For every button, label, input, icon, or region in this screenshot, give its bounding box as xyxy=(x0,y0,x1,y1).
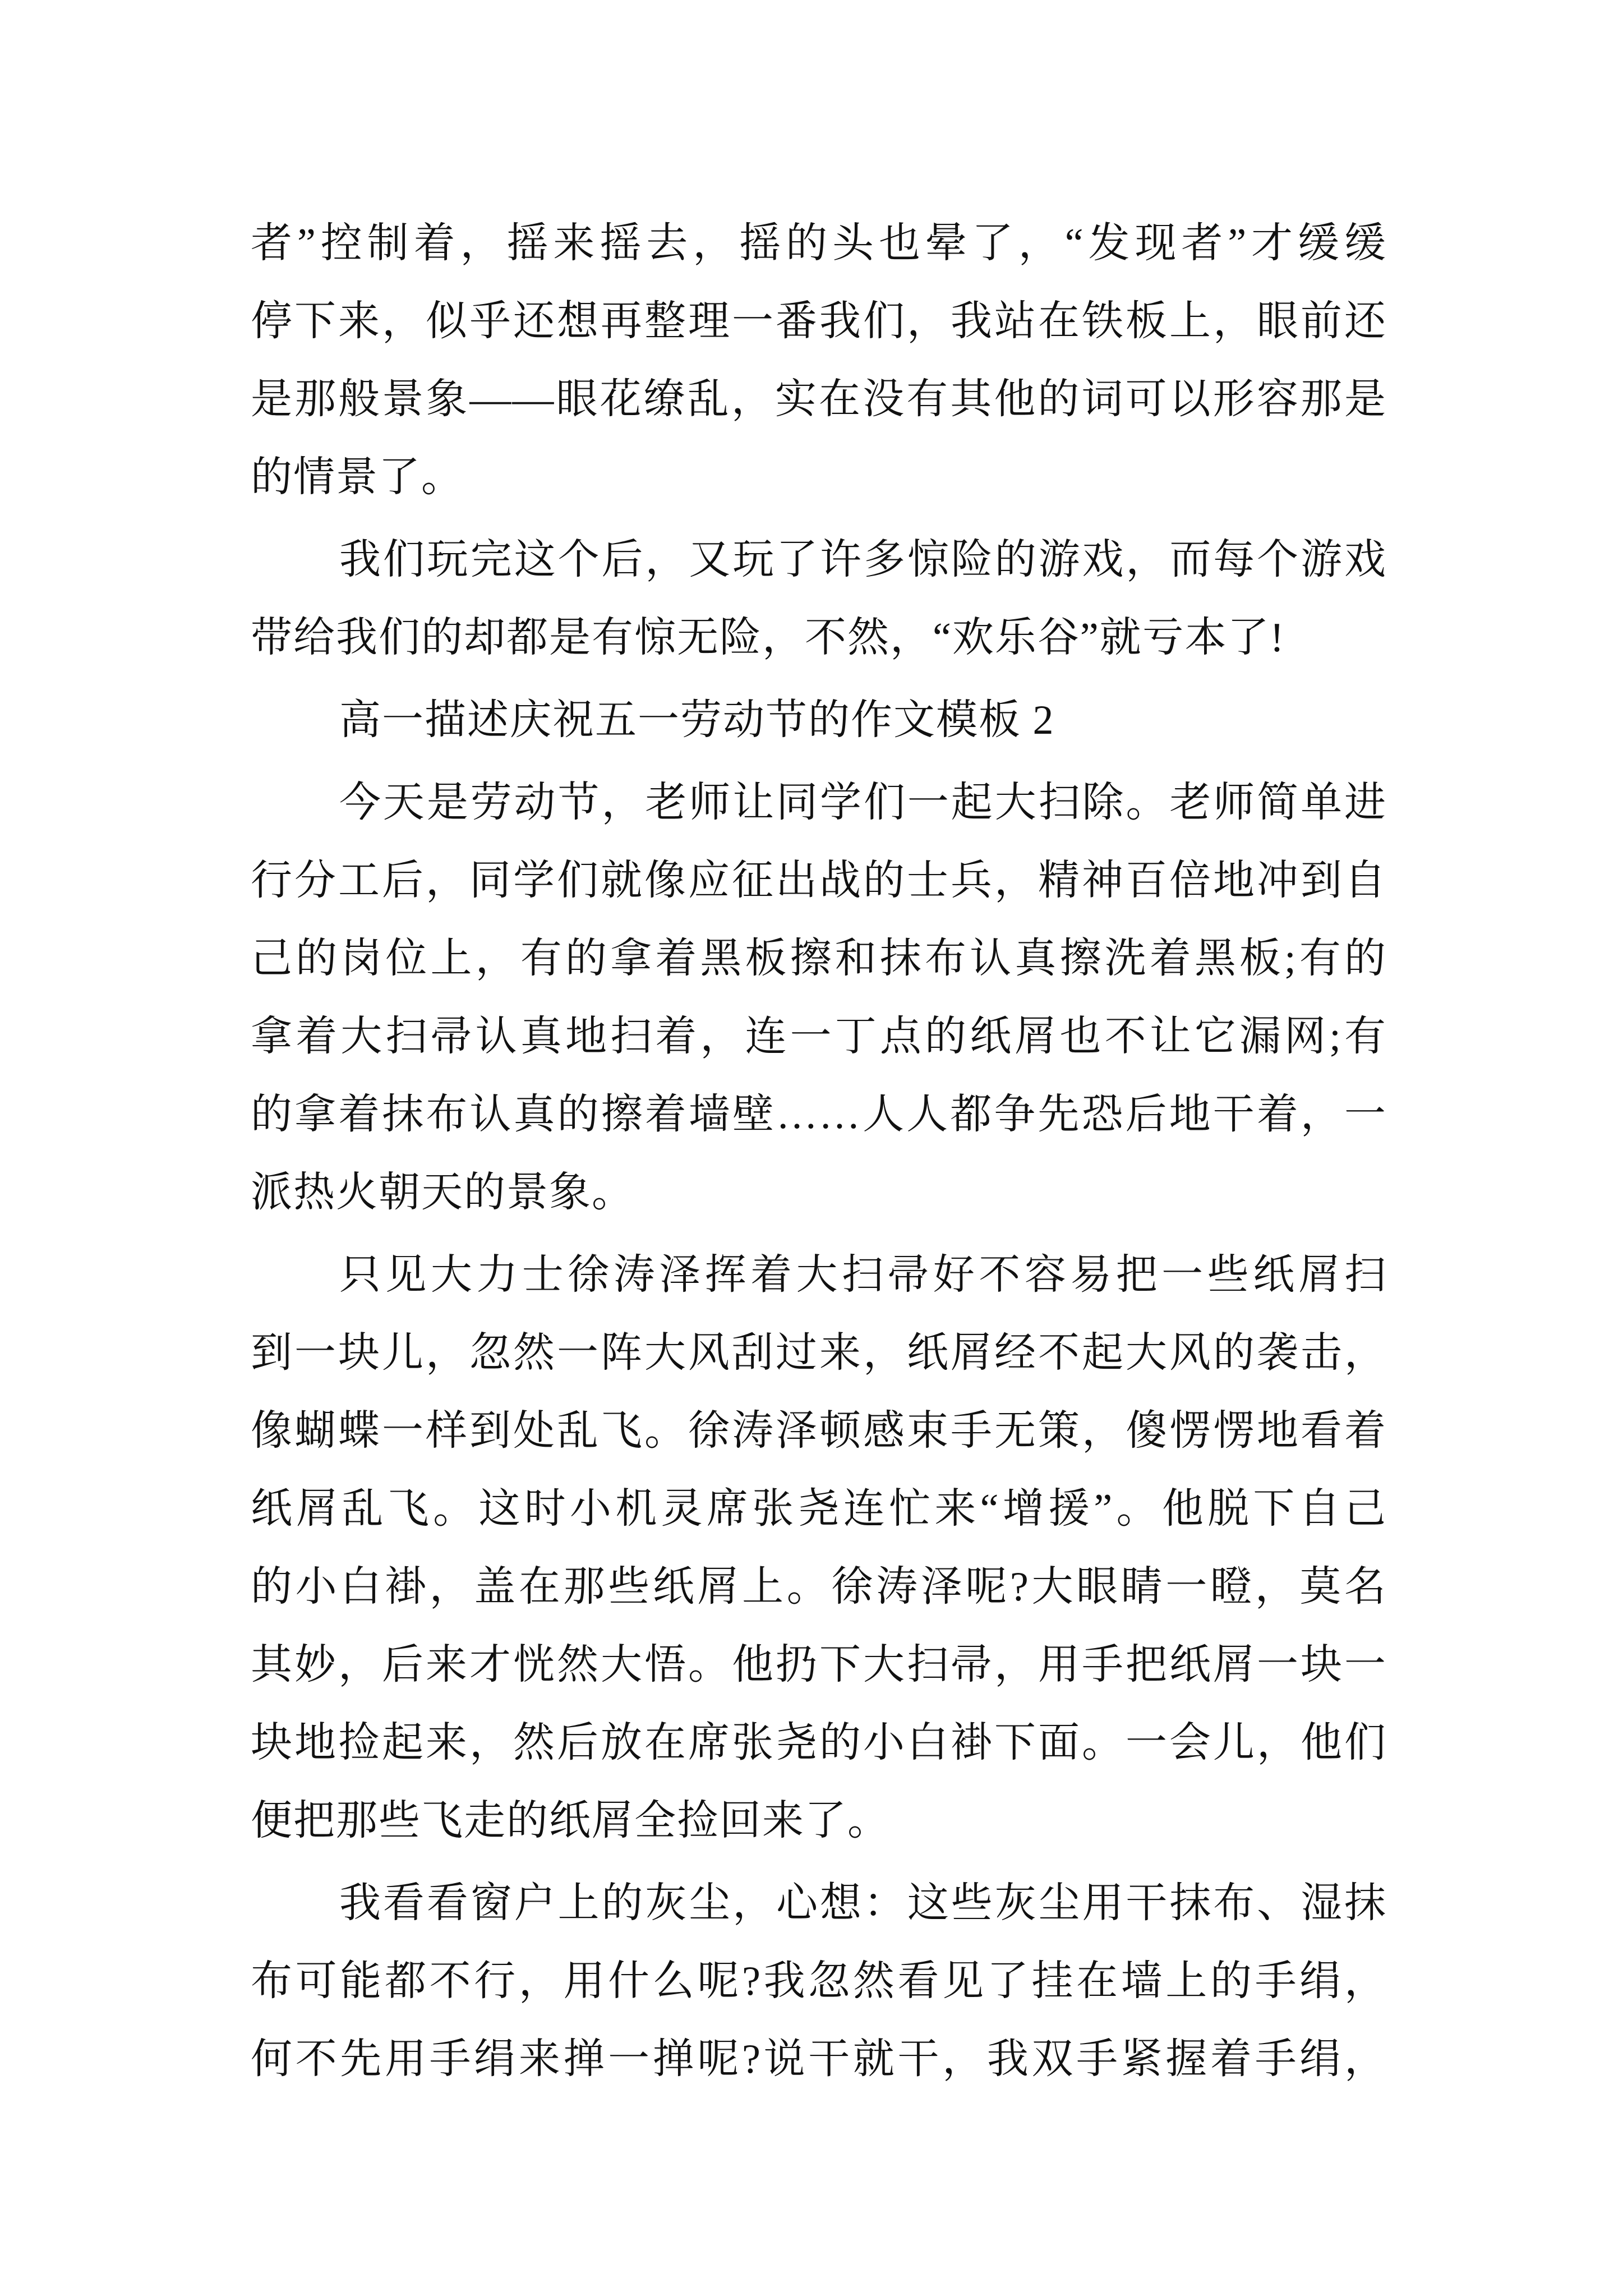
paragraph-continued xyxy=(251,205,1387,517)
text-line: 便把那些飞走的纸屑全捡回来了。 xyxy=(251,1798,890,1844)
text-line: 到一块儿，忽然一阵大风刮过来，纸屑经不起大风的袭击， xyxy=(251,1330,1387,1376)
section-heading-text: 高一描述庆祝五一劳动节的作文模板 2 xyxy=(339,697,1055,743)
text-line: 其妙，后来才恍然大悟。他扔下大扫帚，用手把纸屑一块一 xyxy=(251,1642,1387,1688)
text-line: 块地捡起来，然后放在席张尧的小白褂下面。一会儿，他们 xyxy=(251,1720,1387,1766)
text-line: 的小白褂，盖在那些纸屑上。徐涛泽呢?大眼睛一瞪，莫名 xyxy=(251,1564,1387,1610)
paragraph xyxy=(251,1865,1387,2099)
text-line: 停下来，似乎还想再整理一番我们，我站在铁板上，眼前还 xyxy=(251,298,1387,344)
text-line: 像蝴蝶一样到处乱飞。徐涛泽顿感束手无策，傻愣愣地看着 xyxy=(251,1408,1387,1454)
paragraph xyxy=(251,764,1387,1232)
text-line: 何不先用手绢来掸一掸呢?说干就干，我双手紧握着手绢， xyxy=(251,2036,1387,2082)
text-line: 拿着大扫帚认真地扫着，连一丁点的纸屑也不让它漏网;有 xyxy=(251,1014,1387,1060)
document-body xyxy=(251,205,1387,2103)
section-heading xyxy=(251,682,1387,760)
text-line: 今天是劳动节，老师让同学们一起大扫除。老师简单进 xyxy=(339,780,1387,826)
text-line: 是那般景象——眼花缭乱，实在没有其他的词可以形容那是 xyxy=(251,376,1387,422)
text-line: 的情景了。 xyxy=(251,454,464,500)
text-line: 布可能都不行，用什么呢?我忽然看见了挂在墙上的手绢， xyxy=(251,1958,1387,2004)
text-line: 行分工后，同学们就像应征出战的士兵，精神百倍地冲到自 xyxy=(251,858,1387,904)
text-line: 纸屑乱飞。这时小机灵席张尧连忙来“增援”。他脱下自己 xyxy=(251,1486,1387,1532)
text-line: 带给我们的却都是有惊无险，不然，“欢乐谷”就亏本了! xyxy=(251,615,1285,661)
text-line: 派热火朝天的景象。 xyxy=(251,1170,634,1216)
paragraph xyxy=(251,521,1387,677)
text-line: 我看看窗户上的灰尘，心想：这些灰尘用干抹布、湿抹 xyxy=(339,1880,1387,1926)
text-line: 者”控制着，摇来摇去，摇的头也晕了，“发现者”才缓缓 xyxy=(251,220,1387,266)
text-line: 只见大力士徐涛泽挥着大扫帚好不容易把一些纸屑扫 xyxy=(339,1252,1387,1298)
text-line: 我们玩完这个后，又玩了许多惊险的游戏，而每个游戏 xyxy=(339,537,1387,583)
text-line: 的拿着抹布认真的擦着墙壁……人人都争先恐后地干着，一 xyxy=(251,1092,1387,1138)
text-line: 己的岗位上，有的拿着黑板擦和抹布认真擦洗着黑板;有的 xyxy=(251,936,1387,982)
paragraph xyxy=(251,1236,1387,1860)
